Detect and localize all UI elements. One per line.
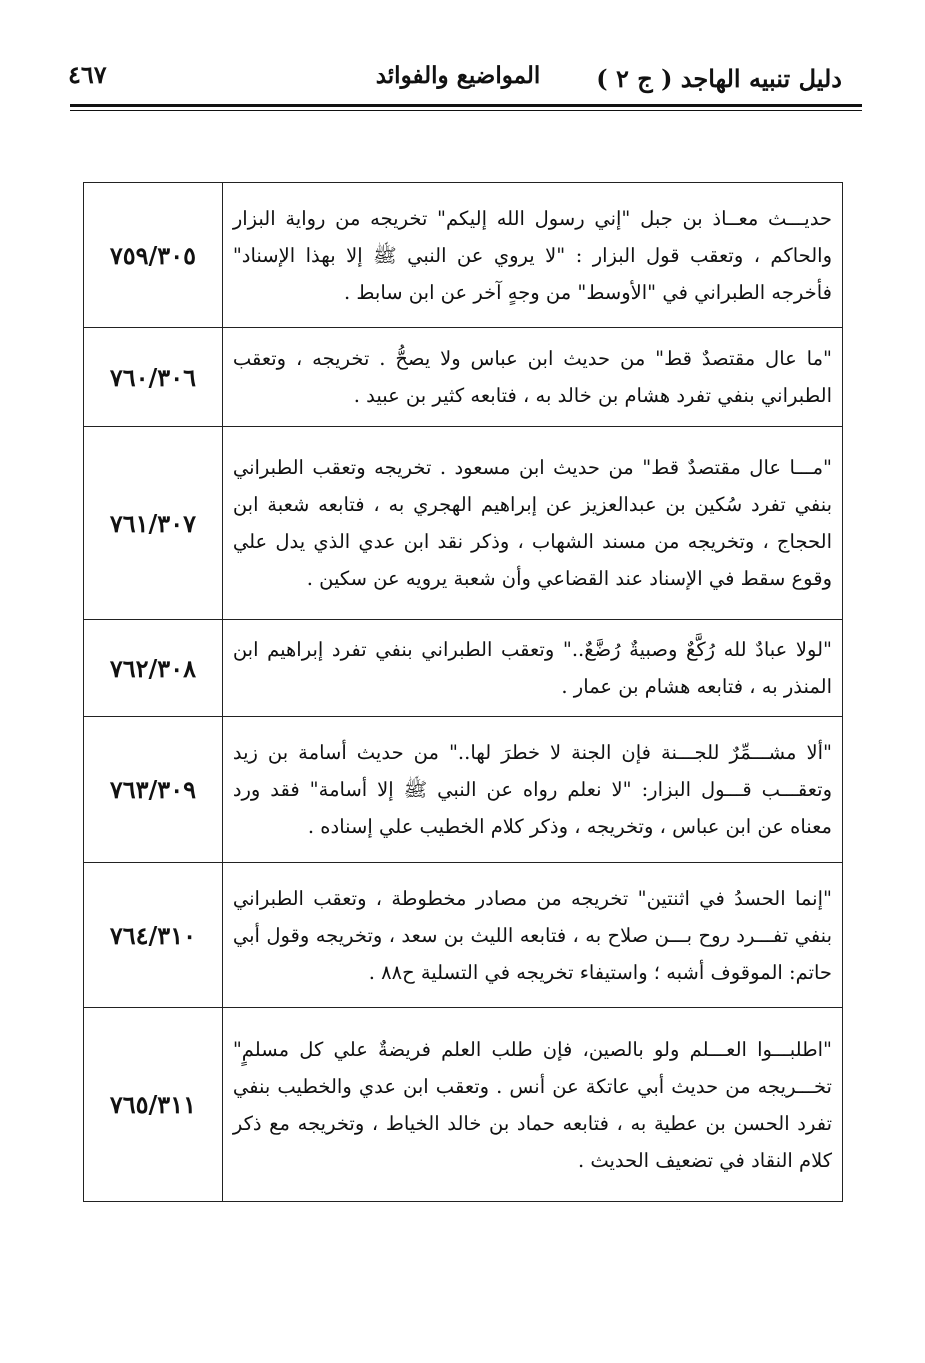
entry-text: "ما عال مقتصدٌ قط" من حديث ابن عباس ولا يصحُّ . تخريجه ، وتعقب الطبراني بنفي تفرد هشام بن خالد به ، فتابعه كثير بن عبيد . bbox=[222, 328, 842, 427]
book-title: دليل تنبيه الهاجد ( ج ٢ ) bbox=[596, 64, 842, 93]
entry-reference: ٧٦٢/٣٠٨ bbox=[84, 620, 223, 717]
header-rule bbox=[70, 104, 862, 107]
entry-text: "مـــا عال مقتصدٌ قط" من حديث ابن مسعود . تخريجه وتعقب الطبراني بنفي تفرد سُكين بن عبدالعزيز عن إبراهيم الهجري به ، فتابعه شعبة ابن الحجاج ، وتخريجه من مسند الشهاب ، وذكر نقد ابن عدي الذي يدل علي وقوع سقط في الإسناد عند القضاعي وأن شعبة يرويه عن سكين . bbox=[222, 427, 842, 620]
section-title: المواضيع والفوائد bbox=[375, 62, 541, 89]
entry-text: "لولا عبادٌ لله رُكَّعٌ وصبيةٌ رُضَّعٌ.." وتعقب الطبراني بنفي تفرد إبراهيم ابن المنذر به ، فتابعه هشام بن عمار . bbox=[222, 620, 842, 717]
header-rule-thin bbox=[70, 110, 862, 111]
table-row bbox=[84, 183, 843, 328]
table-row bbox=[84, 717, 843, 863]
page-number: ٤٦٧ bbox=[68, 60, 107, 89]
entry-text: "ألا مشـــمِّرٌ للجـــنة فإن الجنة لا خطرَ لها.." من حديث أسامة بن زيد وتعقـــب قـــول البزار: "لا نعلم رواه عن النبي ﷺ إلا أسامة" فقد ورد معناه عن ابن عباس ، وتخريجه ، وذكر كلام الخطيب علي إسناده . bbox=[222, 717, 842, 863]
entry-text: "اطلبـــوا العـــلم ولو بالصين، فإن طلب العلم فريضةٌ علي كل مسلمٍ" تخـــريجه من حديث أبي عاتكة عن أنس . وتعقب ابن عدي والخطيب بنفي تفرد الحسن بن عطية به ، فتابعه حماد بن خالد الخياط ، وتخريجه مع ذكر كلام النقاد في تضعيف الحديث . bbox=[222, 1008, 842, 1202]
entry-reference: ٧٦٤/٣١٠ bbox=[84, 863, 223, 1008]
entry-reference: ٧٦١/٣٠٧ bbox=[84, 427, 223, 620]
entries-table bbox=[83, 182, 843, 1202]
entry-reference: ٧٥٩/٣٠٥ bbox=[84, 183, 223, 328]
entry-text: "إنما الحسدُ في اثنتين" تخريجه من مصادر مخطوطة ، وتعقب الطبراني بنفي تفـــرد روح بـــن صلاح به ، فتابعه الليث بن سعد ، وتخريجه وقول أبي حاتم: الموقوف أشبه ؛ واستيفاء تخريجه في التسلية ح٨٨ . bbox=[222, 863, 842, 1008]
entry-reference: ٧٦٥/٣١١ bbox=[84, 1008, 223, 1202]
entry-text: حديـــث معــاذ بن جبل "إني رسول الله إليكم" تخريجه من رواية البزار والحاكم ، وتعقب قول البزار : "لا يروي عن النبي ﷺ إلا بهذا الإسناد" فأخرجه الطبراني في "الأوسط" من وجهٍ آخر عن ابن سابط . bbox=[222, 183, 842, 328]
table-row bbox=[84, 427, 843, 620]
table-row bbox=[84, 328, 843, 427]
page-header bbox=[56, 56, 860, 104]
entry-reference: ٧٦٠/٣٠٦ bbox=[84, 328, 223, 427]
table-row bbox=[84, 1008, 843, 1202]
entry-reference: ٧٦٣/٣٠٩ bbox=[84, 717, 223, 863]
table-row bbox=[84, 863, 843, 1008]
table-row bbox=[84, 620, 843, 717]
